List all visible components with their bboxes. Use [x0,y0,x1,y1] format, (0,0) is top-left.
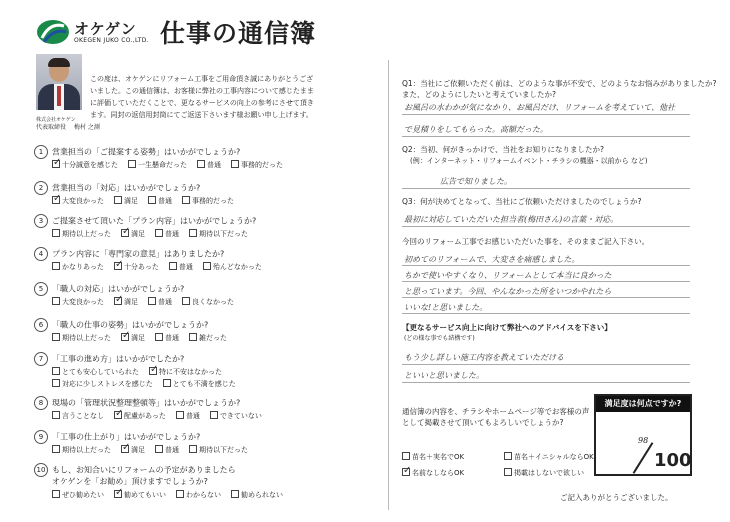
thanks-text: ご記入ありがとうございました。 [560,493,673,502]
answer-rule [402,364,690,365]
option[interactable] [163,379,236,389]
question-7 [34,352,184,366]
question-text: もし、お知合いにリフォームの予定がありましたら [52,465,236,475]
answer-rule [402,136,690,137]
option-label: 事務的だった [241,161,283,169]
option[interactable] [121,229,145,239]
q2-sub: (例：インターネット・リフォームイベント・チラシの機器・以前から など) [410,157,648,165]
option[interactable] [52,262,104,272]
q2-text: Q2：当初、何がきっかけで、当社をお知りになりましたか? [402,145,605,154]
checkbox[interactable] [52,160,60,168]
option-label: わからない [186,491,221,499]
option[interactable] [52,196,104,206]
option-row [52,445,258,455]
advice-answer-line1: もう少し詳しい施工内容を教えていただける [404,353,564,362]
option-row [52,160,293,170]
option-row [52,262,272,272]
question-number: 7 [34,352,48,366]
page-title: 仕事の通信簿 [160,19,317,48]
option-label: 満足 [124,298,138,306]
checkbox[interactable] [52,297,60,305]
option-label: 満足 [131,446,145,454]
option-label: かなりあった [62,263,104,271]
checkbox[interactable] [189,333,197,341]
answer-rule [402,114,690,115]
option[interactable] [114,297,138,307]
score-value: 98 [638,436,649,445]
score-title: 満足度は何点ですか? [596,396,690,412]
checkbox[interactable] [189,229,197,237]
question-4 [34,247,224,261]
signer-title: 代表取締役 [36,124,67,131]
option-label: 期待以上だった [62,334,111,342]
option[interactable] [114,490,166,500]
intro-text: この度は、オケゲンにリフォーム工事をご用命頂き誠にありがとうございました。この通信簿は、お客様に弊社の工事内容について感じたままに評価していただくことで、更なるサービスの向上の参考にさせて頂きます。同封の返信用封筒にてご返送下さいます様お願い申し上げます。 [90,75,314,119]
option-label: 配慮があった [124,412,166,420]
checkbox[interactable] [121,333,129,341]
question-number: 2 [34,181,48,195]
checkbox[interactable] [169,262,177,270]
answer-rule [402,313,690,314]
option-label: 普通 [207,161,221,169]
option[interactable] [182,297,234,307]
question-3 [34,214,256,228]
question-text: ご提案させて頂いた「プラン内容」はいかがでしょうか? [52,216,257,226]
option-label: 期待以上だった [62,230,111,238]
checkbox[interactable] [176,490,184,498]
question-text: 「工事の仕上がり」はいかがでしょうか? [52,432,201,442]
question-text: 「職人の対応」はいかがでしょうか? [52,284,185,294]
checkbox[interactable] [155,229,163,237]
score-slash [633,442,654,474]
checkbox[interactable] [52,379,60,387]
question-number: 10 [34,463,48,477]
question-text-line2: オケゲンを「お勧め」頂けますでしょうか? [52,477,208,486]
option-label: 普通 [165,334,179,342]
checkbox[interactable] [197,160,205,168]
question-9 [34,430,200,444]
question-text: 現場の「管理状況整理整頓等」はいかがでしょうか? [52,398,241,408]
publish-option-row [402,468,594,478]
option-label: 普通 [165,230,179,238]
option[interactable] [52,445,111,455]
question-text: 営業担当の「対応」はいかがでしょうか? [52,183,201,193]
question-number: 9 [34,430,48,444]
option[interactable] [189,445,248,455]
publish-option-label: 掲載はしないで欲しい [514,469,584,477]
option-label: 期待以下だった [199,446,248,454]
question-number: 6 [34,318,48,332]
option[interactable] [176,490,221,500]
option-label: 殆んどなかった [212,263,262,271]
checkbox[interactable] [52,445,60,453]
publish-option-row [402,452,604,462]
question-10 [34,463,236,477]
publish-question: 通信簿の内容を、チラシやホームページ等でお客様の声として掲載させて頂いてもよろしいでしょうか? [402,407,590,427]
checkbox[interactable] [149,367,157,375]
option-label: ぜひ勧めたい [62,491,104,499]
option-row [52,411,272,421]
q4-answer-line4: いいな!と思いました。 [404,303,488,312]
checkbox[interactable] [155,333,163,341]
publish-option[interactable] [504,452,594,462]
company-name: オケゲン [74,20,137,38]
option[interactable] [52,297,104,307]
option-label: 満足 [131,334,145,342]
option[interactable] [52,411,104,421]
option[interactable] [148,297,172,307]
answer-rule [402,297,690,298]
checkbox[interactable] [114,262,122,270]
option-label: 普通 [178,263,193,271]
checkbox[interactable] [114,297,122,305]
option-label: 満足 [131,230,145,238]
option[interactable] [155,229,179,239]
option[interactable] [52,333,111,343]
publish-option-label: 苗名＋イニシャルならOK [514,453,594,461]
option[interactable] [189,229,248,239]
question-number: 8 [34,396,48,410]
option[interactable] [231,160,283,170]
ceo-photo [36,54,82,110]
option-label: 普通 [158,197,172,205]
question-1 [34,145,240,159]
score-box [594,394,692,476]
option[interactable] [52,367,139,377]
option-label: 十分誠意を感じた [62,161,118,169]
option-label: 雑だった [199,334,227,342]
q3-answer: 最初に対応していただいた担当者(梅田さん)の言葉・対応。 [404,215,619,224]
q4-text: 今回のリフォーム工事でお感じいただいた事を、そのままご記入下さい。 [402,237,650,246]
question-number: 4 [34,247,48,261]
q2-answer: 広告で知りました。 [440,177,512,186]
question-text: プラン内容に「専門家の意見」はありましたか? [52,249,225,259]
option[interactable] [52,490,104,500]
checkbox[interactable] [402,468,410,476]
option[interactable] [114,262,159,272]
option[interactable] [155,445,179,455]
checkbox[interactable] [128,160,136,168]
checkbox[interactable] [155,445,163,453]
option-row [52,490,293,500]
option-label: 言うことなし [62,412,104,420]
answer-rule [402,281,690,282]
checkbox[interactable] [504,468,512,476]
checkbox[interactable] [52,411,60,419]
checkbox[interactable] [189,445,197,453]
q4-answer-line2: ちかで使いやすくなり、リフォームとして本当に良かった [404,271,612,280]
option[interactable] [231,490,283,500]
advice-sub: (どの様な事でも結構です) [404,335,475,342]
option[interactable] [128,160,187,170]
checkbox[interactable] [148,196,156,204]
checkbox[interactable] [52,490,60,498]
option[interactable] [197,160,221,170]
option[interactable] [52,229,111,239]
checkbox[interactable] [52,229,60,237]
option-label: 対応に少しストレスを感じた [62,380,153,388]
option-row [52,196,244,206]
option[interactable] [121,333,145,343]
checkbox[interactable] [231,490,239,498]
checkbox[interactable] [114,196,122,204]
option-row [52,379,246,389]
question-5 [34,282,184,296]
option-label: 勧められない [241,491,283,499]
option[interactable] [155,333,179,343]
q1-text: Q1：当社にご依頼いただく前は、どのような事が不安で、どのようなお悩みがありましたか?また、どのようにしたいと考えていましたか? [402,79,717,99]
publish-option-label: 苗名＋実名でOK [412,453,465,461]
answer-rule [402,382,690,383]
option-row [52,367,232,377]
option-label: 大変良かった [62,197,104,205]
q4-answer-line3: と思っています。今回、やんなかった所をいつかやれたら [404,287,612,296]
question-text: 営業担当の「ご提案する姿勢」はいかがでしょうか? [52,147,241,157]
option[interactable] [176,411,200,421]
option-row [52,297,244,307]
checkbox[interactable] [163,379,171,387]
option[interactable] [52,379,153,389]
question-number: 5 [34,282,48,296]
score-max: 100 [654,450,692,471]
option[interactable] [114,411,166,421]
option[interactable] [114,196,138,206]
option[interactable] [149,367,222,377]
answer-rule [402,265,690,266]
checkbox[interactable] [52,367,60,375]
checkbox[interactable] [121,445,129,453]
option-label: 期待以上だった [62,446,111,454]
checkbox[interactable] [504,452,512,460]
question-number: 1 [34,145,48,159]
advice-answer-line2: といいと思いました。 [404,371,484,380]
option-label: 一生懸命だった [138,161,187,169]
checkbox[interactable] [176,411,184,419]
option-label: 勧めてもいい [124,491,166,499]
question-text: 「工事の進め方」はいかがでしたか? [52,354,185,364]
checkbox[interactable] [114,411,122,419]
option[interactable] [189,333,227,343]
option-label: 事務的だった [192,197,234,205]
option-label: 良くなかった [192,298,234,306]
q1-answer-line2: で見積りをしてもらった。高額だった。 [404,125,548,134]
company-logo-mark [36,18,70,46]
checkbox[interactable] [52,262,60,270]
checkbox[interactable] [52,333,60,341]
checkbox[interactable] [121,229,129,237]
option-label: 大変良かった [62,298,104,306]
checkbox[interactable] [210,411,218,419]
q4-answer-line1: 初めてのリフォームで、大変さを痛感しました。 [404,255,580,264]
option-label: 普通 [165,446,179,454]
option-row [52,229,258,239]
answer-rule [402,188,690,189]
question-number: 3 [34,214,48,228]
option[interactable] [182,196,234,206]
column-divider [388,60,389,510]
checkbox[interactable] [402,452,410,460]
checkbox[interactable] [114,490,122,498]
answer-rule [402,226,690,227]
option-label: とても不満を感じた [172,380,236,388]
option[interactable] [210,411,262,421]
q1-answer-line1: お風呂の水わかが気になかり、お風呂だけ、リフォームを考えていて、他社 [404,103,676,112]
signer-role: 株式会社オケゲン [36,117,76,123]
publish-option-label: 名前なしならOK [412,469,465,477]
publish-option[interactable] [504,468,584,478]
checkbox[interactable] [203,262,211,270]
option-label: 普通 [158,298,172,306]
option-label: 期待以下だった [199,230,248,238]
option[interactable] [169,262,193,272]
checkbox[interactable] [231,160,239,168]
option-label: とても安心していられた [62,368,139,376]
signer-name: 梅村 之測 [74,124,100,131]
checkbox[interactable] [148,297,156,305]
checkbox[interactable] [182,297,190,305]
option[interactable] [148,196,172,206]
question-8 [34,396,240,410]
option[interactable] [203,262,262,272]
question-text: 「職人の仕事の姿勢」はいかがでしょうか? [52,320,209,330]
publish-option[interactable] [402,452,494,462]
advice-title: 【更なるサービス向上に向けて弊社へのアドバイスを下さい】 [402,323,612,332]
checkbox[interactable] [52,196,60,204]
option-label: 特に不安はなかった [159,368,222,376]
option-label: 満足 [124,197,138,205]
company-sub: OKEGEN JUKO CO.,LTD. [74,37,149,44]
option-label: 普通 [185,412,200,420]
option-label: できていない [219,412,262,420]
q3-text: Q3：何が決めてとなって、当社にご依頼いただけましたのでしょうか? [402,197,642,206]
option[interactable] [121,445,145,455]
checkbox[interactable] [182,196,190,204]
publish-option[interactable] [402,468,494,478]
option-row [52,333,237,343]
option-label: 十分あった [123,263,159,271]
option[interactable] [52,160,118,170]
